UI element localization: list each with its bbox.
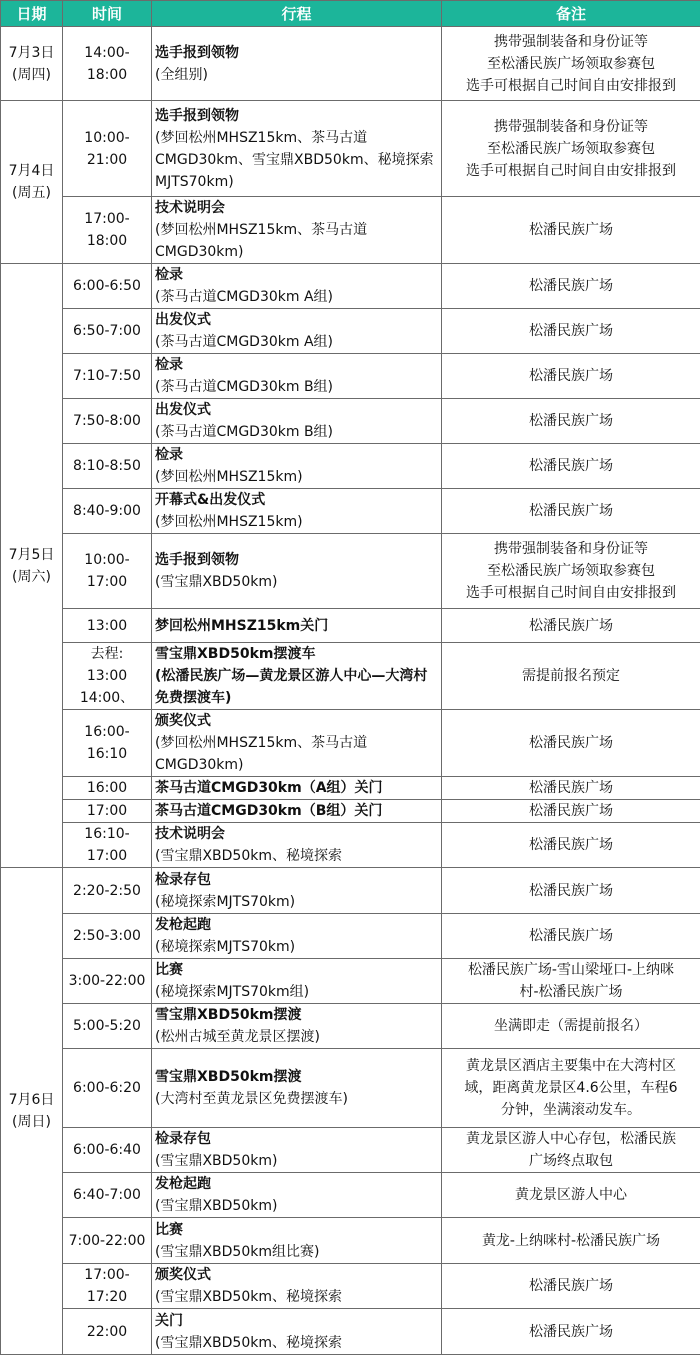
time-cell: 7:00-22:00	[63, 1218, 152, 1264]
itinerary-title: 开幕式&出发仪式	[155, 489, 441, 511]
table-row	[1, 354, 700, 399]
weekday-label: (周日)	[1, 1111, 62, 1133]
itinerary-detail: (茶马古道CMGD30km B组)	[155, 421, 441, 443]
itinerary-title: 选手报到领物	[155, 549, 441, 571]
time-cell: 17:00- 18:00	[63, 197, 152, 264]
note-cell: 松潘民族广场	[442, 777, 700, 800]
date-cell	[1, 264, 63, 868]
itinerary-cell	[152, 27, 442, 101]
table-row	[1, 1264, 700, 1309]
weekday-label: (周六)	[1, 566, 62, 588]
itinerary-cell	[152, 1128, 442, 1173]
note-cell: 松潘民族广场	[442, 444, 700, 489]
itinerary-title: 出发仪式	[155, 309, 441, 331]
note-cell: 松潘民族广场	[442, 1264, 700, 1309]
itinerary-cell	[152, 914, 442, 959]
time-cell: 14:00- 18:00	[63, 27, 152, 101]
header-notes: 备注	[442, 1, 700, 27]
time-cell: 13:00	[63, 609, 152, 643]
itinerary-detail: (雪宝鼎XBD50km)	[155, 1195, 441, 1217]
table-row	[1, 914, 700, 959]
note-cell: 松潘民族广场	[442, 800, 700, 823]
itinerary-detail: (秘境探索MJTS70km)	[155, 936, 441, 958]
table-row	[1, 710, 700, 777]
itinerary-title: 梦回松州MHSZ15km关门	[155, 615, 441, 637]
itinerary-cell	[152, 868, 442, 914]
table-row	[1, 1309, 700, 1355]
note-cell: 松潘民族广场	[442, 823, 700, 868]
itinerary-detail: (茶马古道CMGD30km B组)	[155, 376, 441, 398]
note-cell: 携带强制装备和身份证等 至松潘民族广场领取参赛包 选手可根据自己时间自由安排报到	[442, 534, 700, 609]
itinerary-cell	[152, 534, 442, 609]
header-itinerary: 行程	[152, 1, 442, 27]
itinerary-title: 关门	[155, 1310, 441, 1332]
itinerary-title: 检录	[155, 264, 441, 286]
time-cell: 2:20-2:50	[63, 868, 152, 914]
note-cell: 松潘民族广场-雪山梁垭口-上纳咪 村-松潘民族广场	[442, 959, 700, 1004]
itinerary-cell	[152, 489, 442, 534]
note-cell: 携带强制装备和身份证等 至松潘民族广场领取参赛包 选手可根据自己时间自由安排报到	[442, 101, 700, 197]
itinerary-title: 比赛	[155, 1219, 441, 1241]
itinerary-cell	[152, 197, 442, 264]
itinerary-detail: (梦回松州MHSZ15km)	[155, 466, 441, 488]
date-label: 7月3日	[1, 42, 62, 64]
table-row	[1, 489, 700, 534]
date-label: 7月5日	[1, 544, 62, 566]
time-cell: 16:10- 17:00	[63, 823, 152, 868]
itinerary-detail: (雪宝鼎XBD50km、秘境探索	[155, 845, 441, 867]
table-row	[1, 27, 700, 101]
time-cell: 6:40-7:00	[63, 1173, 152, 1218]
itinerary-title: 出发仪式	[155, 399, 441, 421]
table-row	[1, 1218, 700, 1264]
itinerary-title: 检录存包	[155, 1128, 441, 1150]
note-cell: 松潘民族广场	[442, 309, 700, 354]
itinerary-detail: (梦回松州MHSZ15km)	[155, 511, 441, 533]
itinerary-cell	[152, 1004, 442, 1049]
itinerary-cell	[152, 800, 442, 823]
table-row	[1, 444, 700, 489]
itinerary-cell	[152, 959, 442, 1004]
table-row	[1, 101, 700, 197]
itinerary-title: 雪宝鼎XBD50km摆渡	[155, 1004, 441, 1026]
weekday-label: (周五)	[1, 182, 62, 204]
table-row	[1, 1049, 700, 1128]
itinerary-cell	[152, 609, 442, 643]
itinerary-cell	[152, 101, 442, 197]
itinerary-title: 技术说明会	[155, 197, 441, 219]
itinerary-detail: (茶马古道CMGD30km A组)	[155, 331, 441, 353]
table-row	[1, 1173, 700, 1218]
itinerary-detail: (梦回松州MHSZ15km、茶马古道CMGD30km、雪宝鼎XBD50km、秘境探索MJTS70km)	[155, 127, 441, 193]
note-cell: 需提前报名预定	[442, 643, 700, 710]
time-cell: 去程: 13:00 14:00、	[63, 643, 152, 710]
itinerary-cell	[152, 444, 442, 489]
date-label: 7月4日	[1, 160, 62, 182]
time-cell: 16:00	[63, 777, 152, 800]
itinerary-title: 检录	[155, 354, 441, 376]
itinerary-title: 检录存包	[155, 869, 441, 891]
time-cell: 10:00- 17:00	[63, 534, 152, 609]
note-cell: 松潘民族广场	[442, 609, 700, 643]
note-cell: 黄龙景区酒店主要集中在大湾村区 域，距离黄龙景区4.6公里，车程6 分钟，坐满滚动发车。	[442, 1049, 700, 1128]
note-cell: 黄龙景区游人中心	[442, 1173, 700, 1218]
weekday-label: (周四)	[1, 64, 62, 86]
itinerary-detail: (秘境探索MJTS70km组)	[155, 981, 441, 1003]
date-label: 7月6日	[1, 1089, 62, 1111]
schedule-body	[1, 27, 700, 1355]
itinerary-cell	[152, 354, 442, 399]
itinerary-cell	[152, 1218, 442, 1264]
itinerary-cell	[152, 1309, 442, 1355]
time-cell: 8:10-8:50	[63, 444, 152, 489]
table-row	[1, 868, 700, 914]
note-cell: 松潘民族广场	[442, 914, 700, 959]
time-cell: 7:50-8:00	[63, 399, 152, 444]
note-cell: 松潘民族广场	[442, 399, 700, 444]
time-cell: 5:00-5:20	[63, 1004, 152, 1049]
note-cell: 坐满即走（需提前报名）	[442, 1004, 700, 1049]
itinerary-title: 发枪起跑	[155, 914, 441, 936]
time-cell: 17:00	[63, 800, 152, 823]
table-row	[1, 197, 700, 264]
time-cell: 22:00	[63, 1309, 152, 1355]
note-cell: 黄龙景区游人中心存包，松潘民族 广场终点取包	[442, 1128, 700, 1173]
time-cell: 10:00- 21:00	[63, 101, 152, 197]
itinerary-cell	[152, 710, 442, 777]
itinerary-title: 雪宝鼎XBD50km摆渡车 (松潘民族广场—黄龙景区游人中心—大湾村免费摆渡车)	[155, 643, 441, 709]
note-cell: 松潘民族广场	[442, 710, 700, 777]
time-cell: 6:00-6:50	[63, 264, 152, 309]
itinerary-title: 比赛	[155, 959, 441, 981]
table-row	[1, 1128, 700, 1173]
note-cell: 黄龙-上纳咪村-松潘民族广场	[442, 1218, 700, 1264]
itinerary-detail: (雪宝鼎XBD50km组比赛)	[155, 1241, 441, 1263]
table-row	[1, 1004, 700, 1049]
table-row	[1, 309, 700, 354]
itinerary-title: 雪宝鼎XBD50km摆渡	[155, 1066, 441, 1088]
time-cell: 6:00-6:20	[63, 1049, 152, 1128]
time-cell: 3:00-22:00	[63, 959, 152, 1004]
itinerary-title: 检录	[155, 444, 441, 466]
table-row	[1, 534, 700, 609]
note-cell: 松潘民族广场	[442, 264, 700, 309]
itinerary-title: 发枪起跑	[155, 1173, 441, 1195]
itinerary-cell	[152, 823, 442, 868]
note-cell: 携带强制装备和身份证等 至松潘民族广场领取参赛包 选手可根据自己时间自由安排报到	[442, 27, 700, 101]
itinerary-title: 颁奖仪式	[155, 1264, 441, 1286]
itinerary-cell	[152, 399, 442, 444]
date-cell	[1, 27, 63, 101]
itinerary-detail: (雪宝鼎XBD50km、秘境探索	[155, 1286, 441, 1308]
header-date: 日期	[1, 1, 63, 27]
table-row	[1, 959, 700, 1004]
itinerary-detail: (全组别)	[155, 64, 441, 86]
itinerary-cell	[152, 1264, 442, 1309]
itinerary-detail: (雪宝鼎XBD50km)	[155, 571, 441, 593]
note-cell: 松潘民族广场	[442, 354, 700, 399]
time-cell: 7:10-7:50	[63, 354, 152, 399]
note-cell: 松潘民族广场	[442, 197, 700, 264]
time-cell: 8:40-9:00	[63, 489, 152, 534]
table-row	[1, 609, 700, 643]
itinerary-cell	[152, 1173, 442, 1218]
note-cell: 松潘民族广场	[442, 489, 700, 534]
itinerary-detail: (茶马古道CMGD30km A组)	[155, 286, 441, 308]
note-cell: 松潘民族广场	[442, 868, 700, 914]
table-row	[1, 823, 700, 868]
itinerary-title: 颁奖仪式	[155, 710, 441, 732]
itinerary-detail: (大湾村至黄龙景区免费摆渡车)	[155, 1088, 441, 1110]
itinerary-cell	[152, 643, 442, 710]
time-cell: 6:50-7:00	[63, 309, 152, 354]
time-cell: 6:00-6:40	[63, 1128, 152, 1173]
itinerary-detail: (梦回松州MHSZ15km、茶马古道CMGD30km)	[155, 219, 441, 263]
itinerary-detail: (梦回松州MHSZ15km、茶马古道CMGD30km)	[155, 732, 441, 776]
time-cell: 2:50-3:00	[63, 914, 152, 959]
itinerary-detail: (雪宝鼎XBD50km)	[155, 1150, 441, 1172]
itinerary-cell	[152, 777, 442, 800]
itinerary-cell	[152, 264, 442, 309]
itinerary-detail: (秘境探索MJTS70km)	[155, 891, 441, 913]
itinerary-cell	[152, 309, 442, 354]
itinerary-title: 茶马古道CMGD30km（A组）关门	[155, 777, 441, 799]
itinerary-title: 选手报到领物	[155, 42, 441, 64]
table-row	[1, 643, 700, 710]
itinerary-title: 茶马古道CMGD30km（B组）关门	[155, 800, 441, 822]
table-row	[1, 800, 700, 823]
header-row	[1, 1, 700, 27]
note-cell: 松潘民族广场	[442, 1309, 700, 1355]
itinerary-title: 选手报到领物	[155, 105, 441, 127]
date-cell	[1, 868, 63, 1355]
time-cell: 17:00- 17:20	[63, 1264, 152, 1309]
itinerary-detail: (松州古城至黄龙景区摆渡)	[155, 1026, 441, 1048]
header-time: 时间	[63, 1, 152, 27]
time-cell: 16:00- 16:10	[63, 710, 152, 777]
table-row	[1, 777, 700, 800]
date-cell	[1, 101, 63, 264]
itinerary-detail: (雪宝鼎XBD50km、秘境探索	[155, 1332, 441, 1354]
table-row	[1, 399, 700, 444]
table-row	[1, 264, 700, 309]
itinerary-cell	[152, 1049, 442, 1128]
itinerary-title: 技术说明会	[155, 823, 441, 845]
